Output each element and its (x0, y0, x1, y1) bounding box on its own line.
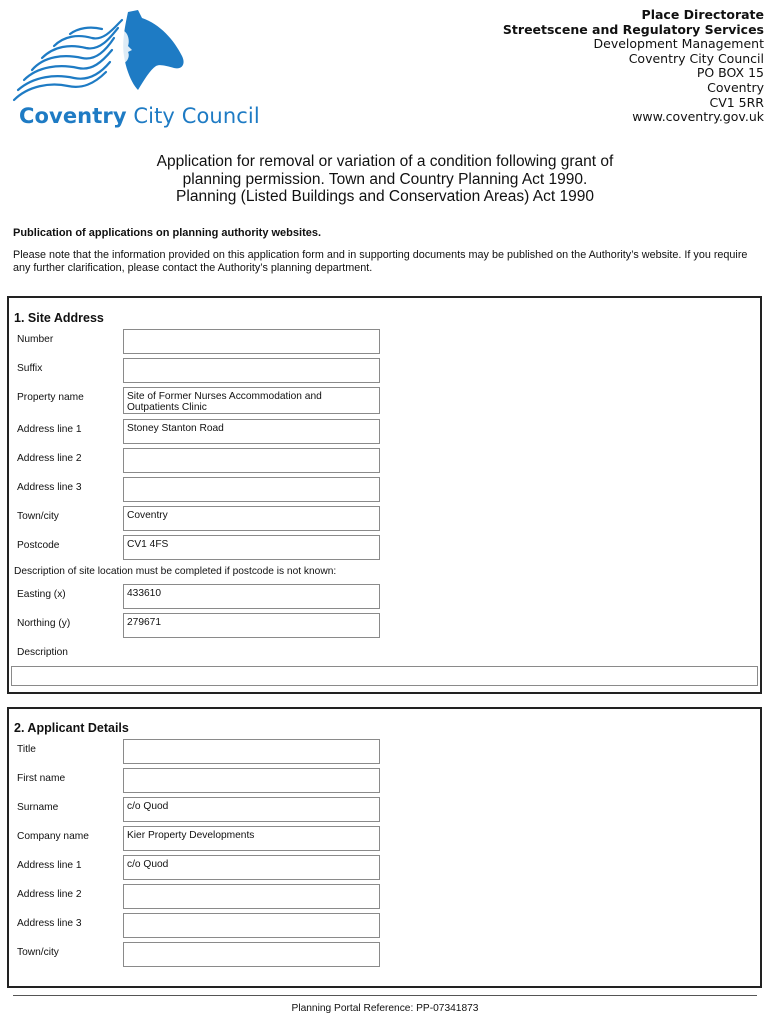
field-label: Description (17, 647, 68, 658)
surname-field[interactable]: c/o Quod (123, 797, 380, 822)
suffix-field[interactable] (123, 358, 380, 383)
field-label: Postcode (17, 540, 60, 551)
applicant-details-section (7, 707, 762, 988)
horse-head-shape (123, 10, 183, 90)
field-label: Property name (17, 392, 84, 403)
field-label: Address line 2 (17, 453, 82, 464)
address-line: PO BOX 15 (696, 65, 764, 81)
address-line: Coventry (707, 79, 764, 95)
address-line-2-field[interactable] (123, 448, 380, 473)
postcode-field[interactable]: CV1 4FS (123, 535, 380, 560)
number-field[interactable] (123, 329, 380, 354)
field-label: Town/city (17, 511, 59, 522)
northing-field[interactable]: 279671 (123, 613, 380, 638)
field-label: Address line 2 (17, 889, 82, 900)
location-note: Description of site location must be completed if postcode is not known: (14, 566, 337, 577)
first-name-field[interactable] (123, 768, 380, 793)
section-title: 2. Applicant Details (14, 721, 129, 735)
horse-hair-lines (14, 20, 122, 100)
field-label: Suffix (17, 363, 43, 374)
directorate-name: Place Directorate (641, 7, 764, 22)
council-logo-text: Coventry City Council (19, 104, 260, 128)
field-label: First name (17, 773, 66, 784)
company-name-field[interactable]: Kier Property Developments (123, 826, 380, 851)
address-line-1-field[interactable]: c/o Quod (123, 855, 380, 880)
council-address-block (503, 8, 764, 125)
field-label: Town/city (17, 947, 59, 958)
publication-text: Please note that the information provided on this application form and in supporting documents may be published on the Authority’s website. If you require any further clarification, please contact the Authority’s planning department. (13, 249, 748, 274)
form-title: Application for removal or variation of a condition following grant of planning permission. Town and Country Planning Act 1990. Planning (Listed Buildings and Conservation Areas) Act 1990 (156, 153, 614, 205)
field-label: Address line 3 (17, 918, 82, 929)
field-label: Surname (17, 802, 59, 813)
footer-divider (13, 995, 757, 996)
field-label: Number (17, 334, 54, 345)
town-city-field[interactable]: Coventry (123, 506, 380, 531)
town-city-field[interactable] (123, 942, 380, 967)
address-line: Development Management (593, 36, 764, 52)
title-field[interactable] (123, 739, 380, 764)
field-label: Address line 1 (17, 424, 82, 435)
field-label: Easting (x) (17, 589, 66, 600)
address-line: Coventry City Council (628, 50, 764, 66)
field-label: Address line 1 (17, 860, 82, 871)
field-label: Northing (y) (17, 618, 71, 629)
site-address-section (7, 296, 762, 694)
section-title: 1. Site Address (14, 311, 104, 325)
address-line: CV1 5RR (709, 94, 764, 110)
website-link[interactable]: www.coventry.gov.uk (632, 109, 764, 125)
address-line-2-field[interactable] (123, 884, 380, 909)
address-line-3-field[interactable] (123, 477, 380, 502)
field-label: Company name (17, 831, 89, 842)
address-line-1-field[interactable]: Stoney Stanton Road (123, 419, 380, 444)
field-label: Address line 3 (17, 482, 82, 493)
easting-field[interactable]: 433610 (123, 584, 380, 609)
property-name-field[interactable]: Site of Former Nurses Accommodation and Outpatients Clinic (123, 387, 380, 414)
description-field[interactable] (11, 666, 758, 686)
services-name: Streetscene and Regulatory Services (502, 21, 764, 37)
field-label: Title (17, 744, 36, 755)
publication-heading: Publication of applications on planning authority websites. (13, 227, 322, 239)
address-line-3-field[interactable] (123, 913, 380, 938)
planning-portal-reference: Planning Portal Reference: PP-07341873 (291, 1003, 479, 1014)
